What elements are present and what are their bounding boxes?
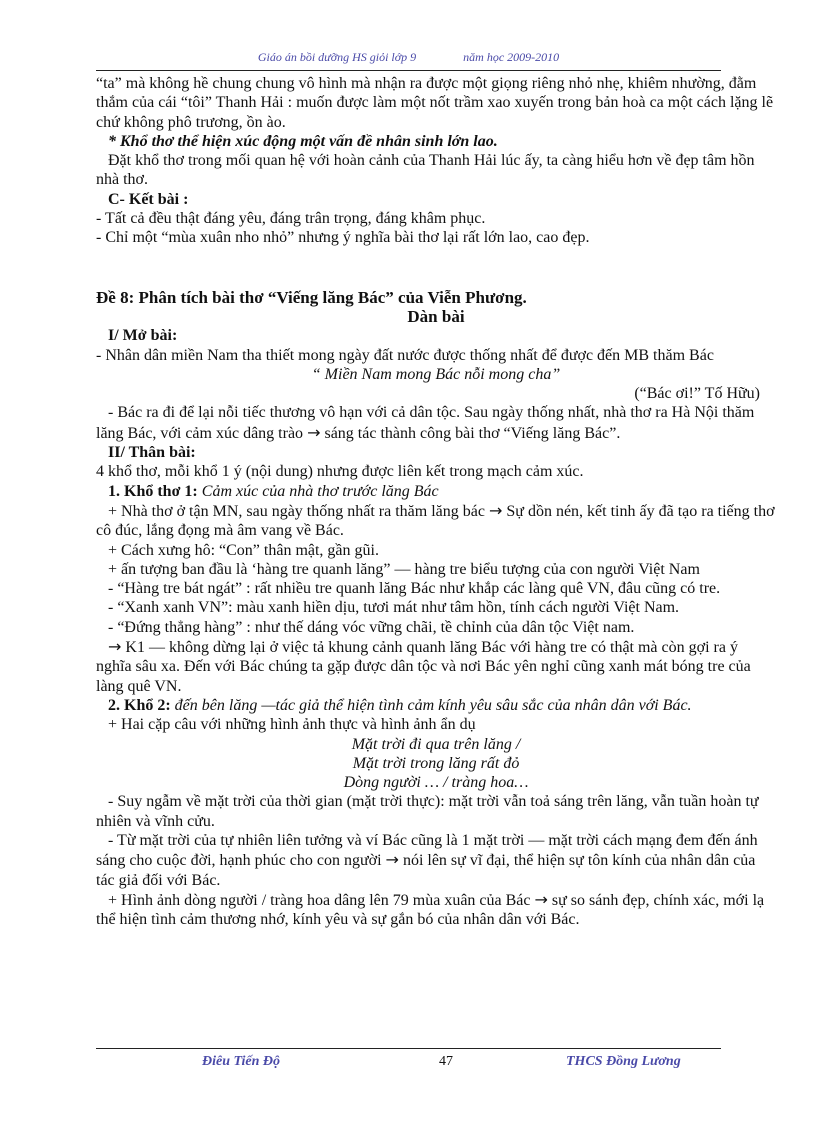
header-left: Giáo án bồi dưỡng HS giỏi lớp 9: [257, 50, 417, 64]
arrow-icon: →: [488, 500, 503, 520]
page-number: 47: [439, 1054, 453, 1069]
paragraph: 4 khổ thơ, mỗi khổ 1 ý (nội dung) nhưng được liên kết trong mạch cảm xúc.: [96, 463, 584, 481]
paragraph: - Bác ra đi để lại nỗi tiếc thương vô hạn với cả dân tộc. Sau ngày thống nhất, nhà thơ ra Hà Nội thăm lăng Bác, với cảm xúc dâng trào → sáng tác thành công bài thơ “Viếng lăng Bác”.: [96, 404, 755, 442]
paragraph: - Từ mặt trời của tự nhiên liên tưởng và ví Bác cũng là 1 mặt trời — mặt trời cách mạng đem đến ánh sáng cho cuộc đời, hạnh phúc cho con người → nói lên sự vĩ đại, thể hiện sự tôn kính của nhân dân của tác giả đối với Bác.: [96, 831, 758, 889]
paragraph: - Nhân dân miền Nam tha thiết mong ngày đất nước được thống nhất để được đến MB thăm Bác: [96, 346, 714, 364]
header-rule: [96, 70, 721, 71]
paragraph: + Nhà thơ ở tận MN, sau ngày thống nhất ra thăm lăng bác → Sự dồn nén, kết tinh ấy đã tạo ra tiếng thơ cô đúc, lắng đọng mà âm vang về Bác.: [96, 500, 775, 540]
section-heading: I/ Mở bài:: [108, 327, 178, 345]
paragraph: - Tất cả đều thật đáng yêu, đáng trân trọng, đáng khâm phục.: [96, 210, 486, 228]
paragraph: + ấn tượng ban đầu là ‘hàng tre quanh lăng” — hàng tre biểu tượng của con người Việt Nam: [108, 560, 700, 578]
subsection-heading: 1. Khổ thơ 1: Cảm xúc của nhà thơ trước lăng Bác: [108, 482, 439, 500]
section-heading: II/ Thân bài:: [108, 444, 196, 462]
paragraph: - “Hàng tre bát ngát” : rất nhiều tre quanh lăng Bác như khắp các làng quê VN, đâu cũng có tre.: [108, 580, 721, 598]
paragraph: “ta” mà không hề chung chung vô hình mà nhận ra được một giọng riêng nhỏ nhẹ, khiêm nhường, đằm thắm của cái “tôi” Thanh Hải : muốn được làm một nốt trầm xao xuyến trong bản hoà ca một cách lặng lẽ chứ không phô trương, ồn ào.: [96, 75, 774, 131]
quote-line: “ Miền Nam mong Bác nỗi mong cha”: [311, 365, 561, 383]
arrow-icon: →: [385, 850, 399, 870]
quote-source: (“Bác ơi!” Tố Hữu): [634, 385, 760, 403]
paragraph: - Suy ngẫm về mặt trời của thời gian (mặt trời thực): mặt trời vẫn toả sáng trên lăng, vẫn tuần hoàn tự nhiên và vĩnh cửu.: [96, 793, 759, 830]
document-body: [96, 74, 776, 929]
page-header: [96, 50, 721, 65]
verse-line: Mặt trời trong lăng rất đỏ: [352, 754, 520, 772]
paragraph: Đặt khổ thơ trong mối quan hệ với hoàn cảnh của Thanh Hải lúc ấy, ta càng hiểu hơn về đẹp tâm hồn nhà thơ.: [96, 152, 755, 189]
paragraph: - “Đứng thẳng hàng” : như thế dáng vóc vững chãi, tề chỉnh của dân tộc Việt nam.: [108, 618, 635, 636]
arrow-icon: →: [108, 637, 122, 657]
verse-line: Dòng người … / tràng hoa…: [343, 774, 529, 792]
paragraph: - “Xanh xanh VN”: màu xanh hiền dịu, tươi mát như tâm hồn, tính cách người Việt Nam.: [108, 599, 680, 617]
arrow-icon: →: [534, 889, 548, 909]
paragraph: + Hình ảnh dòng người / tràng hoa dâng lên 79 mùa xuân của Bác → sự so sánh đẹp, chính xác, mới lạ thể hiện tình cảm thương nhớ, kính yêu và sự gắn bó của nhân dân với Bác.: [96, 889, 765, 929]
exercise-subtitle: Dàn bài: [407, 306, 465, 326]
footer-rule: [96, 1048, 721, 1049]
paragraph: - Chỉ một “mùa xuân nho nhỏ” nhưng ý nghĩa bài thơ lại rất lớn lao, cao đẹp.: [96, 229, 590, 247]
paragraph: + Hai cặp câu với những hình ảnh thực và hình ảnh ẩn dụ: [108, 716, 476, 734]
subsection-heading: 2. Khổ 2: đến bên lăng —tác giả thể hiện tình cảm kính yêu sâu sắc của nhân dân với Bác.: [108, 696, 692, 714]
section-heading: C- Kết bài :: [108, 190, 189, 208]
footer-author: Điêu Tiến Độ: [202, 1054, 281, 1069]
arrow-icon: →: [307, 422, 321, 442]
header-right: năm học 2009-2010: [463, 50, 560, 64]
section-heading: * Khổ thơ thể hiện xúc động một vấn đề nhân sinh lớn lao.: [108, 132, 498, 150]
footer-school: THCS Đồng Lương: [566, 1054, 681, 1069]
paragraph: + Cách xưng hô: “Con” thân mật, gần gũi.: [108, 541, 379, 559]
exercise-title: Đề 8: Phân tích bài thơ “Viếng lăng Bác” của Viễn Phương.: [96, 287, 527, 307]
paragraph: → K1 — không dừng lại ở việc tả khung cảnh quanh lăng Bác với hàng tre có thật mà còn gợi ra ý nghĩa sâu xa. Đến với Bác chúng ta gặp được dân tộc và nơi Bác yên nghỉ cũng xanh mát bóng tre của làng quê VN.: [96, 637, 751, 695]
verse-line: Mặt trời đi qua trên lăng /: [351, 735, 521, 753]
